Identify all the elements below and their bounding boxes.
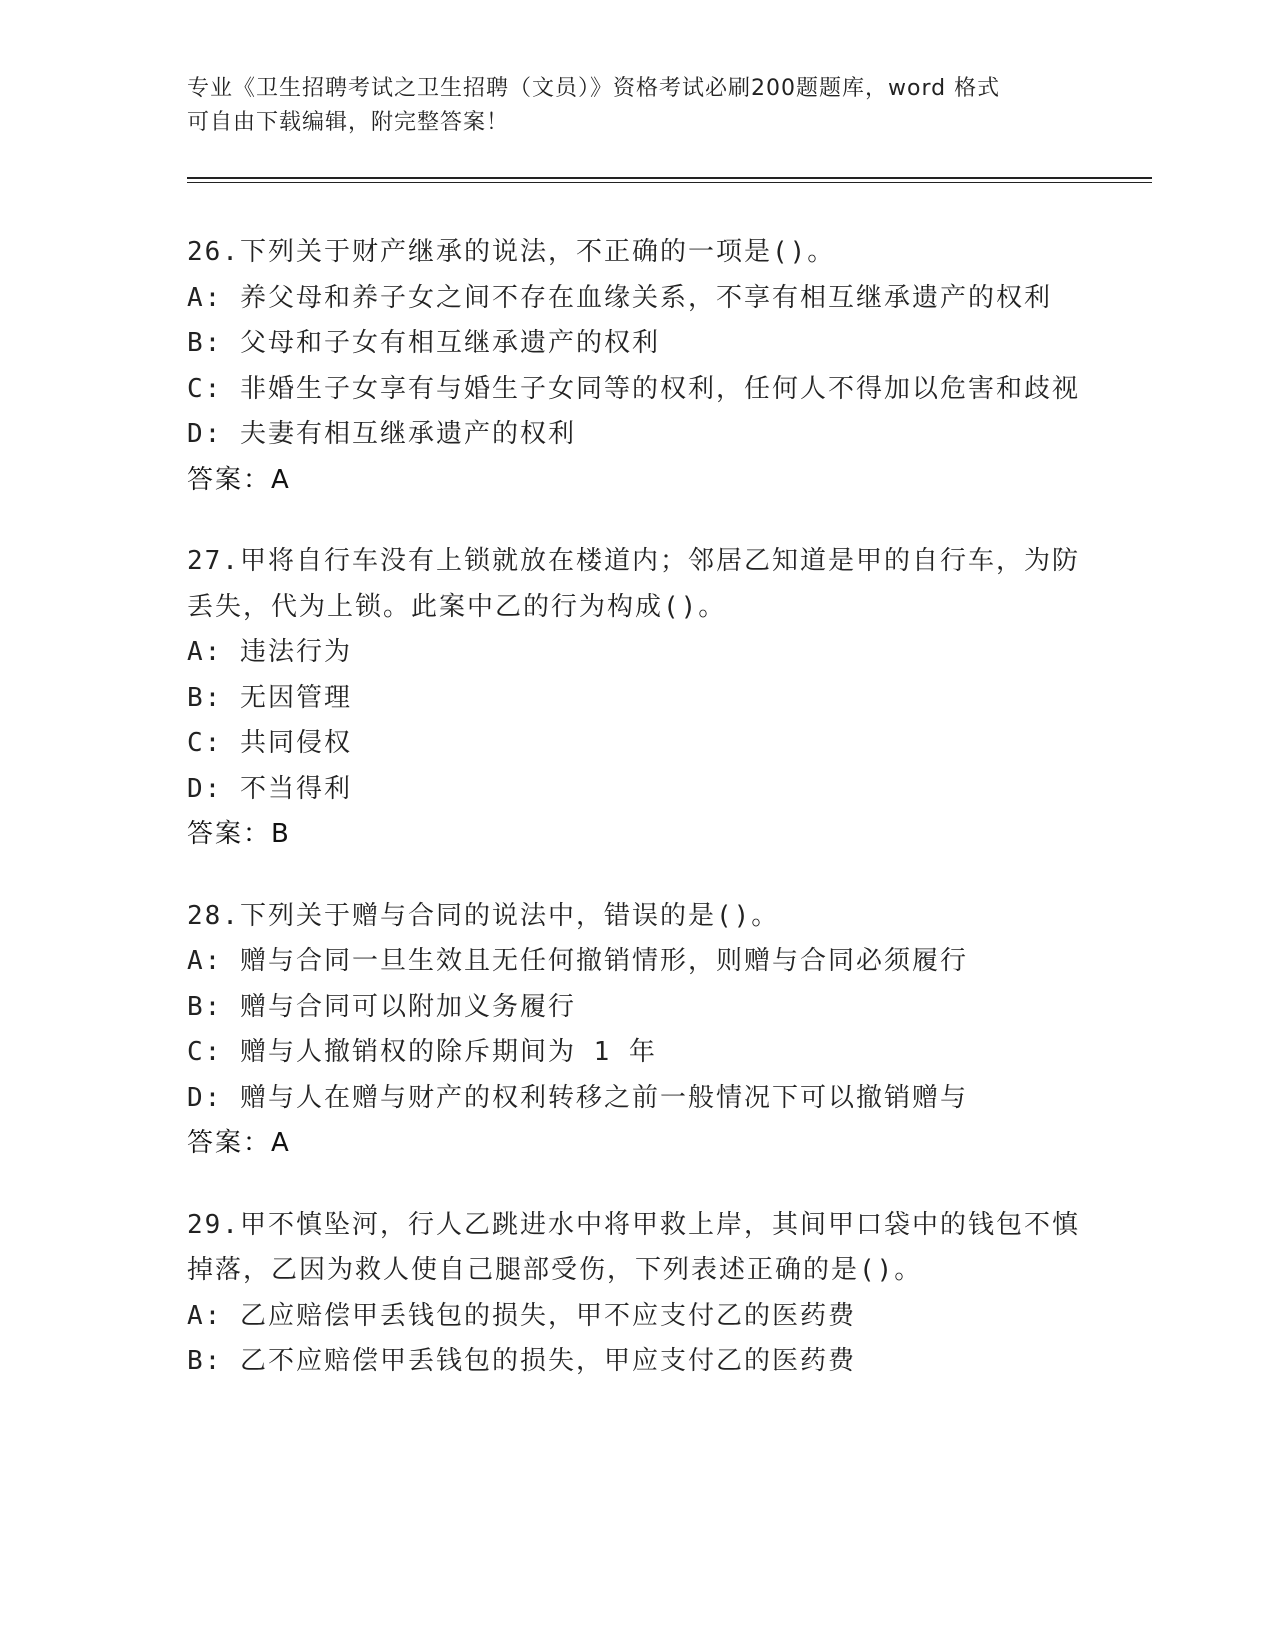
- option-c: C: 共同侵权: [187, 728, 352, 758]
- option-a: A: 违法行为: [187, 637, 352, 667]
- question-28: [187, 894, 1087, 1167]
- option-b: B: 乙不应赔偿甲丢钱包的损失，甲应支付乙的医药费: [187, 1346, 856, 1376]
- answer-label: 答案：A: [187, 1128, 291, 1158]
- header-divider: [187, 177, 1152, 179]
- option-a: A: 养父母和养子女之间不存在血缘关系，不享有相互继承遗产的权利: [187, 282, 1052, 313]
- option-b: B: 父母和子女有相互继承遗产的权利: [187, 328, 660, 358]
- question-list: [187, 230, 1087, 1421]
- question-stem: 27.甲将自行车没有上锁就放在楼道内；邻居乙知道是甲的自行车，为防丢失，代为上锁。此案中乙的行为构成()。: [187, 546, 1080, 622]
- question-stem: 29.甲不慎坠河，行人乙跳进水中将甲救上岸，其间甲口袋中的钱包不慎掉落，乙因为救人使自己腿部受伤，下列表述正确的是()。: [187, 1209, 1080, 1285]
- question-27: [187, 539, 1087, 858]
- question-stem: 28.下列关于赠与合同的说法中，错误的是()。: [187, 900, 780, 931]
- header-title-line-1: 专业《卫生招聘考试之卫生招聘（文员）》资格考试必刷200题题库，word 格式: [187, 76, 1001, 101]
- answer-label: 答案：B: [187, 819, 291, 849]
- document-header: [187, 72, 1087, 140]
- header-title-line-2: 可自由下载编辑，附完整答案！: [187, 110, 510, 135]
- answer-label: 答案：A: [187, 464, 291, 495]
- option-d: D: 赠与人在赠与财产的权利转移之前一般情况下可以撤销赠与: [187, 1082, 968, 1113]
- option-a: A: 乙应赔偿甲丢钱包的损失，甲不应支付乙的医药费: [187, 1300, 856, 1331]
- option-d: D: 夫妻有相互继承遗产的权利: [187, 419, 576, 449]
- question-stem: 26.下列关于财产继承的说法，不正确的一项是()。: [187, 237, 836, 267]
- header-divider-thin: [187, 182, 1152, 183]
- question-26: [187, 230, 1087, 503]
- option-c: C: 非婚生子女享有与婚生子女同等的权利，任何人不得加以危害和歧视: [187, 373, 1080, 404]
- option-d: D: 不当得利: [187, 773, 352, 804]
- option-a: A: 赠与合同一旦生效且无任何撤销情形，则赠与合同必须履行: [187, 946, 968, 976]
- option-b: B: 无因管理: [187, 682, 352, 713]
- option-b: B: 赠与合同可以附加义务履行: [187, 991, 576, 1022]
- question-29: [187, 1203, 1087, 1385]
- option-c: C: 赠与人撤销权的除斥期间为 1 年: [187, 1037, 657, 1067]
